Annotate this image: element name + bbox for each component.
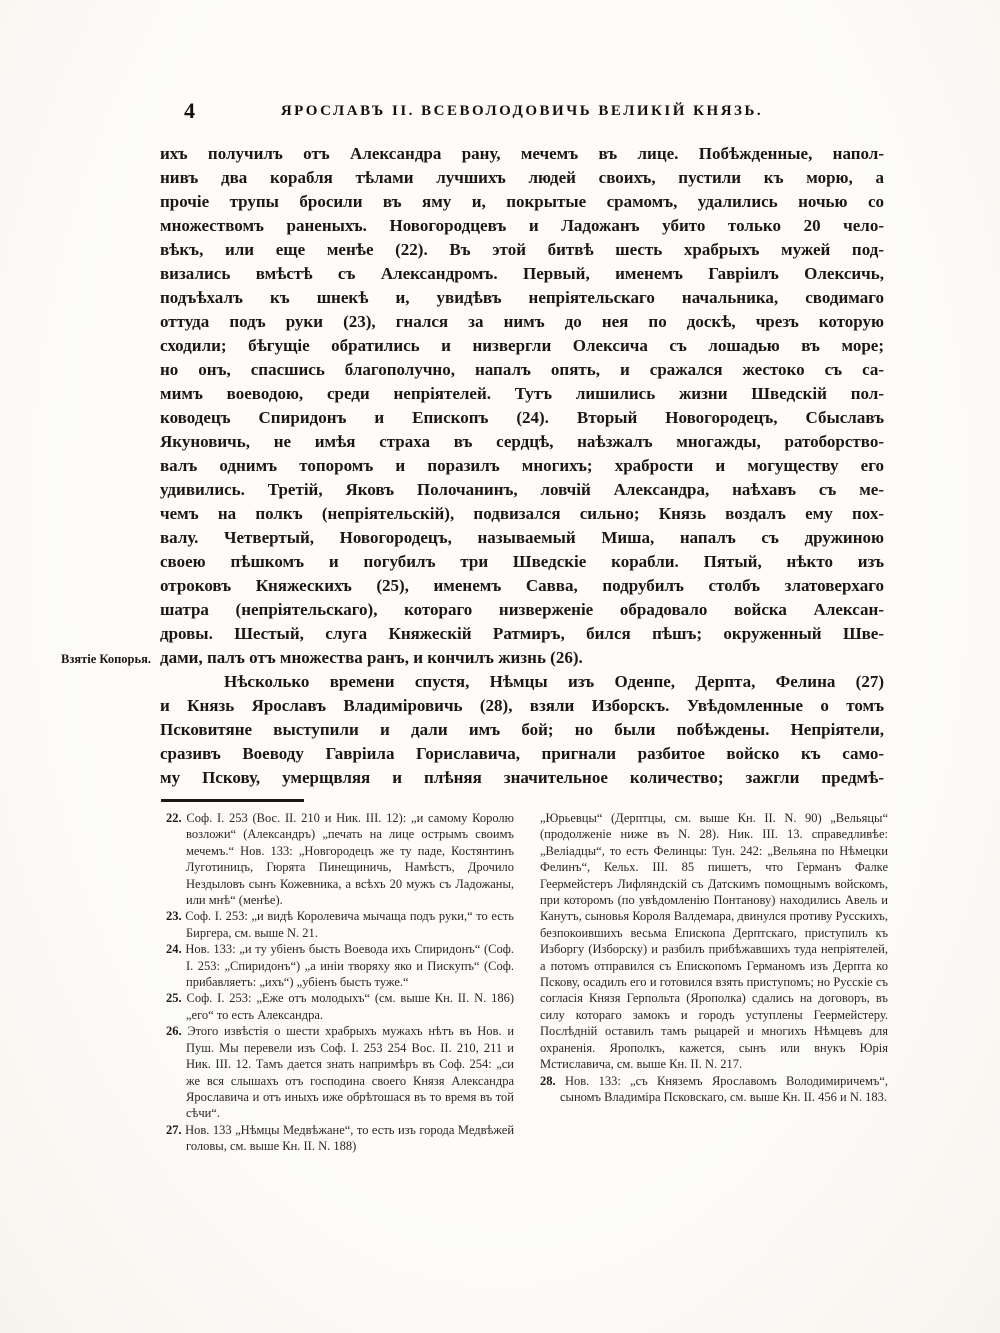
body-line: но онъ, спасшись благополучно, напалъ опять, и сражался жестоко съ са- <box>160 360 884 379</box>
footnote: 28. Нов. 133: „съ Княземъ Ярославомъ Володимиричемъ“, сыномъ Владиміра Псковскаго, см. выше Кн. II. 456 и N. 183. <box>540 1073 888 1104</box>
footnote: 27. Нов. 133 „Нѣмцы Медвѣжане“, то есть изъ города Медвѣжей головы, см. выше Кн. II. N. 188) <box>166 1122 515 1154</box>
body-line: дровы. Шестый, слуга Княжескій Ратмиръ, бился пѣшъ; окруженный Шве- <box>160 624 884 643</box>
body-line: валъ однимъ топоромъ и поразилъ многихъ; храбрости и могуществу его <box>160 456 884 475</box>
body-line: сразивъ Воеводу Гавріила Гориславича, пригнали разбитое войско къ само- <box>160 744 884 763</box>
body-line: удивились. Третій, Яковъ Полочанинъ, ловчій Александра, наѣхавъ съ ме- <box>160 480 884 499</box>
body-line: подъѣхалъ къ шнекѣ и, увидѣвъ непріятельскаго начальника, сводимаго <box>160 288 884 307</box>
footnote-number: 28. <box>540 1073 565 1088</box>
body-line: визались вмѣстѣ съ Александромъ. Первый, именемъ Гавріилъ Олексичь, <box>160 264 884 283</box>
footnote-column-left <box>166 810 514 1155</box>
footnote: 26. Этого извѣстія о шести храбрыхъ мужахъ нѣтъ въ Нов. и Пуш. Мы перевели изъ Соф. I. 253 254 Вос. II. 210, 211 и Ник. III. 12. Тамъ дается знать напримѣръ въ Соф. 254: „си же вся слышахъ отъ господина своего Князя Александра Ярославича и отъ иныхъ иже обрѣтошася въ то время въ той сѣчи“. <box>166 1024 515 1121</box>
body-line: чемъ на полкъ (непріятельскій), подвизался сильно; Князь воздалъ ему пох- <box>160 504 884 523</box>
body-line: ководецъ Спиридонъ и Епископъ (24). Вторый Новогородецъ, Сбыславъ <box>160 408 884 427</box>
footnote-number: 25. <box>166 991 187 1006</box>
running-header: ЯРОСЛАВЪ II. ВСЕВОЛОДОВИЧЬ ВЕЛИКІЙ КНЯЗЬ. <box>280 103 764 119</box>
body-line: мимъ воеводою, среди непріятелей. Тутъ лишились жизни Шведскій пол- <box>160 384 884 403</box>
body-line: сходили; бѣгущіе обратились и низвергли Олексича съ лошадью въ море; <box>160 336 884 355</box>
body-line: оттуда подъ руки (23), гнался за нимъ до нея по доскѣ, чрезъ которую <box>160 312 884 331</box>
body-line: Псковитяне выступили и дали имъ бой; но были побѣждены. Непріятели, <box>160 720 884 739</box>
body-line: прочіе трупы бросили въ яму и, покрытые срамомъ, удалились ночью со <box>160 192 884 211</box>
footnote: 23. Соф. I. 253: „и видѣ Королевича мычаща подъ руки,“ то есть Биргера, см. выше N. 21. <box>166 909 515 940</box>
body-line: и Князь Ярославъ Владиміровичь (28), взяли Изборскъ. Увѣдомленные о томъ <box>160 696 884 715</box>
body-line: му Пскову, умерщвляя и плѣняя значительное количество; зажгли предмѣ- <box>160 768 884 787</box>
body-line: отроковъ Княжескихъ (25), именемъ Савва, подрубилъ столбъ златоверхаго <box>160 576 884 595</box>
body-line: Якуновичь, не имѣя страха въ сердцѣ, наѣзжалъ многажды, ратоборство- <box>160 432 884 451</box>
body-text <box>160 142 884 790</box>
body-line: множествомъ раненыхъ. Новогородцевъ и Ладожанъ убито только 20 чело- <box>160 216 884 235</box>
body-line: Нѣсколько времени спустя, Нѣмцы изъ Оденпе, Дерпта, Фелина (27) <box>224 672 884 691</box>
body-line: дами, палъ отъ множества ранъ, и кончилъ жизнь (26). <box>160 648 583 667</box>
footnote-column-right <box>540 810 888 1155</box>
margin-note: Взятіе Копорья. <box>60 652 151 666</box>
footnote-number: 27. <box>166 1122 186 1137</box>
footnote: 24. Нов. 133: „и ту убіенъ бысть Воевода ихъ Спиридонъ“ (Соф. I. 253: „Спиридонъ“) „а иніи творяху яко и Пискупъ“ (Соф. прибавляетъ: „ихъ“) „убіенъ бысть туже.“ <box>166 942 514 990</box>
body-line: шатра (непріятельскаго), котораго низверженіе обрадовало войска Алексан- <box>160 600 884 619</box>
footnote-number: 24. <box>166 942 186 957</box>
footnote: 22. Соф. I. 253 (Вос. II. 210 и Ник. III. 12): „и самому Королю возложи“ (Александръ) „печать на лице острымъ своимъ мечемъ.“ Нов. 133: „Новгородецъ же ту паде, Костянтинъ Луготиницъ, Гюрята Пинещиничь, Намѣстъ, Дрочило Нездыловъ сынъ Кожевника, а всѣхъ 20 мужъ съ Ладожаны, или мнѣ“ (менѣе). <box>166 811 515 908</box>
page-number: 4 <box>184 98 195 123</box>
footnote-number: 22. <box>166 811 187 825</box>
body-line: нивъ два корабля тѣлами лучшихъ людей своихъ, пустили къ морю, а <box>160 168 884 187</box>
body-line: вѣкъ, или еще менѣе (22). Въ этой битвѣ шесть храбрыхъ мужей под- <box>160 240 884 259</box>
footnote-number: 23. <box>166 909 186 924</box>
footnote: 25. Соф. I. 253: „Еже отъ молодыхъ“ (см. выше Кн. II. N. 186) „его“ то есть Александра. <box>166 991 514 1022</box>
footnote-number: 26. <box>166 1024 188 1039</box>
footnote-divider <box>161 799 304 802</box>
footnotes <box>166 810 888 1155</box>
footnote: „Юрьевцы“ (Дерптцы, см. выше Кн. II. N. 90) „Вельяцы“ (продолженіе ниже въ N. 28). Ник. III. 13. справедливѣе: „Веліадцы“, то есть Фелинцы: Тун. 242: „Вельяна по Нѣмецки Фелинъ“, Кельх. III. 85 пишетъ, что Германъ Фалке Геермейстеръ Лифляндскій съ Датскимъ помощнымъ войскомъ, при которомъ (по увѣдомленію Понтанову) находились Авель и Канутъ, сыновья Короля Валдемара, двинулся противу Русскихъ, безпокоившихъ весьма Епископа Дерптскаго, приступилъ къ Изборгу (Изборску) и разбилъ прибѣжавшихъ туда непріятелей, а потомъ отправился съ Епископомъ Германомъ изъ Дерпта ко Пскову, осадилъ его и готовился взять приступомъ; но Русскіе съ согласія Князя Герпольта (Ярополка) сдались на договоръ, въ силу котораго замокъ и городъ уступлены Геермейстеру. Послѣдній оставилъ тамъ рыцарей и многихъ Нѣмцевъ для охраненія. Ярополкъ, кажется, сынъ или внукъ Юрія Мстиславича, см. выше Кн. II. N. 217. <box>540 811 888 1072</box>
body-line: своею пѣшкомъ и погубилъ три Шведскіе корабли. Пятый, нѣкто изъ <box>160 552 884 571</box>
body-line: ихъ получилъ отъ Александра рану, мечемъ въ лице. Побѣжденные, напол- <box>160 144 884 163</box>
body-line: валу. Четвертый, Новогородецъ, называемый Миша, напалъ съ дружиною <box>160 528 884 547</box>
